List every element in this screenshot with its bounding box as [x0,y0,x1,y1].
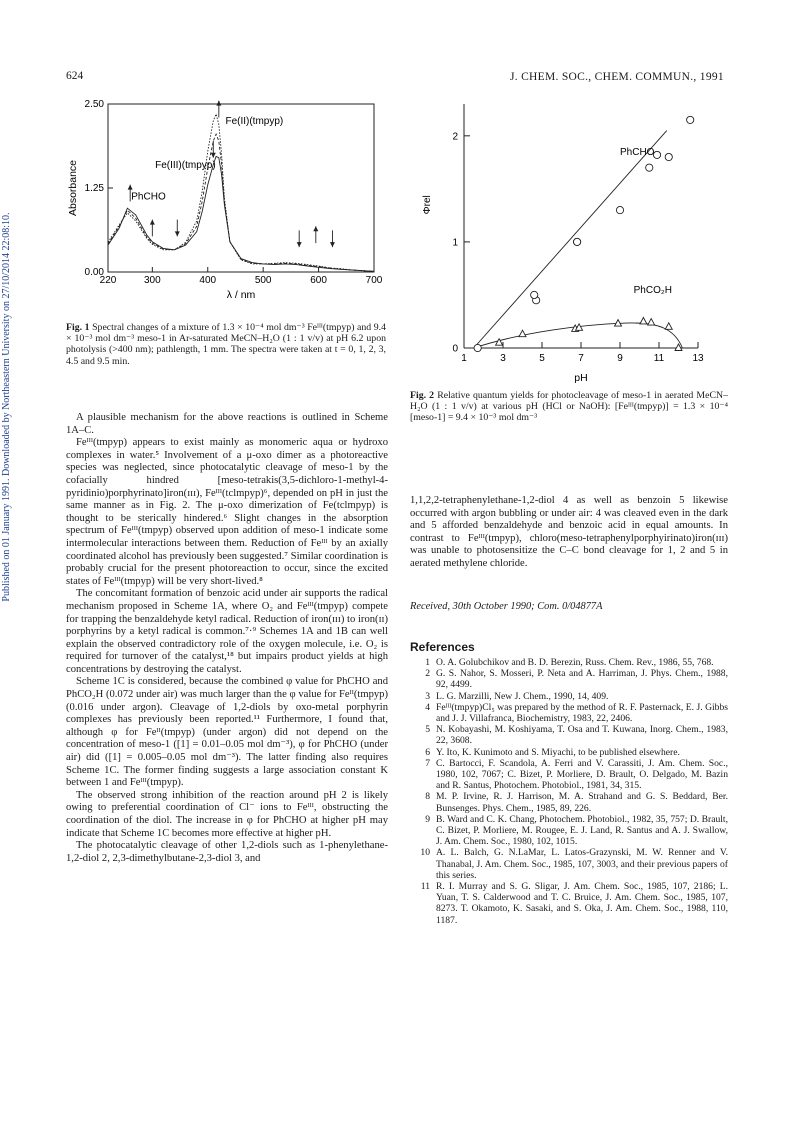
reference-item [410,702,728,724]
paragraph: Scheme 1C is considered, because the combined φ value for PhCHO and PhCO₂H (0.072 under air) was much larger than the φ value for Feᴵᴵ(tmpyp) (0.016 under argon). Cleavage of 1,2-diols by oxo-metal porphyrin complexes has previously been reported.¹¹ Furthermore, I found that, although φ for Feᴵᴵ(tmpyp) (under argon) did not depend on the concentration of meso-1 ([1] = 0.01–0.05 mol dm⁻³), φ for PhCHO (under air) did ([1] = 0.005–0.05 mol dm⁻³). The latter finding also requires Scheme 1C. The former finding suggests a large association constant K between 1 and Feᴵᴵᴵ(tmpyp). [66,676,388,789]
phco2h-point [519,330,526,337]
x-tick-label: 220 [99,275,117,286]
phcho-fit-line [474,131,667,348]
phcho-point [653,151,660,158]
plot-frame [108,104,374,272]
reference-number: 6 [425,746,430,758]
reference-number: 5 [425,724,430,736]
y-tick-label: 2 [452,131,458,143]
reference-text: M. P. Irvine, R. J. Harrison, M. A. Strahand and G. S. Beddard, Ber. Bunsenges. Phys. Chem., 1985, 89, 226. [436,791,728,814]
figure1-caption-label: Fig. 1 [66,322,90,333]
label-fe2: Fe(II)(tmpyp) [225,116,284,128]
spectrum-line [108,134,374,271]
references-list [410,657,728,926]
phco2h-point [665,323,672,330]
arrow-head [297,242,302,247]
paragraph: Feᴵᴵᴵ(tmpyp) appears to exist mainly as monomeric aqua or hydroxo complexes in water.⁵ Involvement of a μ-oxo dimer as a photoreactive species was neglected, since photocatalytic cleavage of meso-1 by the cofacially hindred [meso-tetrakis(3,5-dichloro-1-methyl-4-pyridinio)porphyrinato]iron(ɪɪɪ), Feᴵᴵᴵ(tclmpyp)⁶, depended on pH in just the same manner as in Fig. 2. The μ-oxo dimerization of Fe(tclmpyp) is thought to be sterically hindered.⁶ Slight changes in the absorption spectrum of Feᴵᴵᴵ(tmpyp) observed upon addition of meso-1 indicate some intermolecular interactions between them. Reduction of Feᴵᴵᴵ by an axially coordinated alcohol has previously been suggested.⁷ Similar coordination is probably crucial for the present photoreaction to occur, since the excited states of Feᴵᴵᴵ(tmpyp) will be very short-lived.⁸ [66,437,388,587]
x-tick-label: 11 [653,353,665,364]
y-tick-label: 1 [452,237,458,249]
figure2-caption-label: Fig. 2 [410,390,435,401]
reference-item [410,747,728,758]
reference-text: G. S. Nahor, S. Mosseri, P. Neta and A. Harriman, J. Phys. Chem., 1988, 92, 4499. [436,668,728,691]
x-tick-label: 500 [254,275,272,286]
x-axis-label: pH [574,372,588,384]
y-tick-label: 1.25 [84,183,104,194]
paragraph: A plausible mechanism for the above reactions is outlined in Scheme 1A–C. [66,412,388,436]
paragraph: The photocatalytic cleavage of other 1,2-diols such as 1-phenylethane-1,2-diol 2, 2,3-dimethylbutane-2,3-diol 3, and [66,840,388,864]
journal-header: J. CHEM. SOC., CHEM. COMMUN., 1991 [509,71,724,83]
reference-number: 8 [425,791,430,803]
paragraph: The observed strong inhibition of the reaction around pH 2 is likely owing to preferential coordination of Cl⁻ ions to Feᴵᴵᴵ, obstructing the coordination of the diol. The increase in φ for PhCHO at higher pH may indicate that Scheme 1C becomes more effective at higher pH. [66,789,388,839]
reference-number: 4 [425,701,430,713]
right-column-text [410,495,728,571]
reference-item [410,814,728,848]
arrow-head [313,226,318,231]
label-fe3: Fe(III)(tmpyp) [155,159,216,171]
label-phcho: PhCHO [131,191,166,203]
arrow-head [330,242,335,247]
reference-item [410,668,728,690]
figure2-caption-text: Relative quantum yields for photocleavage of meso-1 in aerated MeCN–H₂O (1 : 1 v/v) at various pH (HCl or NaOH): [Feᴵᴵᴵ(tmpyp)] = 1.3 × 10⁻⁴ [meso-1] = 9.4 × 10⁻³ mol dm⁻³ [410,390,728,424]
x-tick-label: 400 [199,275,217,286]
reference-item [410,791,728,813]
x-tick-label: 13 [692,353,704,364]
paragraph: The concomitant formation of benzoic acid under air supports the radical mechanism proposed in Scheme 1A, where O₂ and Feᴵᴵᴵ(tmpyp) compete for trapping the benzaldehyde ketyl radical. Reduction of iron(ɪɪɪ) to iron(ɪɪ) porphyrins by a ketyl radical is common.⁷·⁹ Schemes 1A and 1B can well explain the observed contradictory role of the oxygen molecule, i.e. O₂ is required for turnover of the catalyst,¹⁸ but impairs product yields at high concentrations by destroying the catalyst. [66,588,388,675]
reference-number: 2 [425,668,430,680]
phcho-point [574,238,581,245]
reference-text: Y. Ito, K. Kunimoto and S. Miyachi, to be published elsewhere. [436,746,680,758]
reference-text: A. L. Balch, G. N.LaMar, L. Latos-Grazynski, M. W. Renner and V. Thanabal, J. Am. Chem. Soc., 1985, 107, 3003, and their previous papers of this series. [436,847,728,881]
phcho-point [646,164,653,171]
download-notice: Published on 01 January 1991. Downloaded by Northeastern University on 27/10/2014 22:08:10. [1,212,12,602]
x-tick-label: 5 [539,353,545,364]
reference-number: 9 [425,813,430,825]
figure2-caption [410,390,728,424]
phcho-point [474,344,481,351]
figure1-caption-text: Spectral changes of a mixture of 1.3 × 10⁻⁴ mol dm⁻³ Feᴵᴵᴵ(tmpyp) and 9.4 × 10⁻³ mol dm⁻³ meso-1 in Ar-saturated MeCN–H₂O (1 : 1 v/v) at pH 6.2 upon photolysis (>400 nm); pathlength, 1 mm. The spectra were taken at t = 0, 1, 2, 3, 4.5 and 9.5 min. [66,322,386,367]
phcho-point [531,291,538,298]
phco2h-point [648,319,655,326]
reference-text: N. Kobayashi, M. Koshiyama, T. Osa and T. Kuwana, Inorg. Chem., 1983, 22, 3608. [436,724,728,747]
x-axis-label: λ / nm [226,289,256,301]
phco2h-point [640,317,647,324]
arrow-head [128,185,133,190]
reference-item [410,881,728,926]
series-label-phcho: PhCHO [620,146,655,158]
reference-item [410,724,728,746]
reference-text: C. Bartocci, F. Scandola, A. Ferri and V. Carassiti, J. Am. Chem. Soc., 1980, 102, 7067; C. Bizet, P. Morliere, D. Brault, O. Delgado, M. Bazin and R. Santus, Photochem. Photobiol., 1981, 34, 315. [436,757,728,792]
phcho-point [616,206,623,213]
phcho-point [665,153,672,160]
figure2-plot [422,104,704,384]
arrow-head [211,153,216,158]
x-tick-label: 600 [310,275,327,286]
x-tick-label: 7 [578,353,584,364]
y-tick-label: 0.00 [84,267,104,278]
y-tick-label: 2.50 [84,99,104,110]
spectrum-line [108,156,374,271]
reference-item [410,691,728,702]
reference-number: 1 [425,657,430,668]
reference-text: R. I. Murray and S. G. Sligar, J. Am. Chem. Soc., 1985, 107, 2186; L. Yuan, T. S. Calderwood and T. C. Bruice, J. Am. Chem. Soc., 1985, 107, 8273. T. Okamoto, K. Sasaki, and S. Oka, J. Am. Chem. Soc., 1988, 110, 1187. [436,881,728,926]
left-column [66,412,388,865]
reference-number: 10 [420,847,430,859]
x-tick-label: 9 [617,353,623,364]
y-tick-label: 0 [452,343,458,355]
x-tick-label: 700 [365,275,383,286]
reference-item [410,847,728,881]
received-line: Received, 30th October 1990; Com. 0/04877A [410,601,603,612]
reference-item [410,657,728,668]
paragraph: 1,1,2,2-tetraphenylethane-1,2-diol 4 as well as benzoin 5 likewise occurred with argon bubbling or under air: 4 was cleaved even in the dark and 5 afforded benzaldehyde and benzoic acid in equal amounts. In contrast to Feᴵᴵᴵ(tmpyp), chloro(meso-tetraphenylporphyirinato)iron(ɪɪɪ) was unable to photosensitize the C–C bond cleavage for 1, 2 and 5 in aerated methylene chloride. [410,495,728,569]
arrow-head [175,231,180,236]
page-number: 624 [66,70,84,82]
reference-number: 11 [420,881,430,893]
arrow-head [216,101,221,106]
reference-item [410,758,728,792]
reference-number: 7 [425,757,430,769]
x-tick-label: 300 [143,275,161,286]
references-heading: References [410,640,475,654]
figure2-chart [412,92,728,392]
x-tick-label: 1 [461,353,467,364]
phcho-point [687,116,694,123]
series-label-phco2h: PhCO₂H [633,284,672,296]
reference-text: L. G. Marzilli, New J. Chem., 1990, 14, 409. [436,690,609,702]
y-axis-label: Absorbance [67,159,79,217]
reference-number: 3 [425,690,430,702]
figure1-caption [66,322,386,367]
x-tick-label: 3 [500,353,506,364]
arrow-head [150,220,155,225]
reference-text: O. A. Golubchikov and B. D. Berezin, Russ. Chem. Rev., 1986, 55, 768. [436,657,714,668]
y-axis-label: Φrel [422,195,433,215]
reference-text: B. Ward and C. K. Chang, Photochem. Photobiol., 1982, 35, 757; D. Brault, C. Bizet, P. Morliere, M. Rougee, E. J. Land, R. Santus and A. J. Swallow, J. Am. Chem. Soc., 1980, 102, 1015. [436,813,728,848]
figure1-plot [67,99,383,301]
figure1-chart [66,92,388,314]
reference-text: Feᴵᴵᴵ(tmpyp)Cl₅ was prepared by the method of R. F. Pasternack, E. J. Gibbs and J. J. Villafranca, Biochemistry, 1983, 22, 2406. [436,701,728,725]
